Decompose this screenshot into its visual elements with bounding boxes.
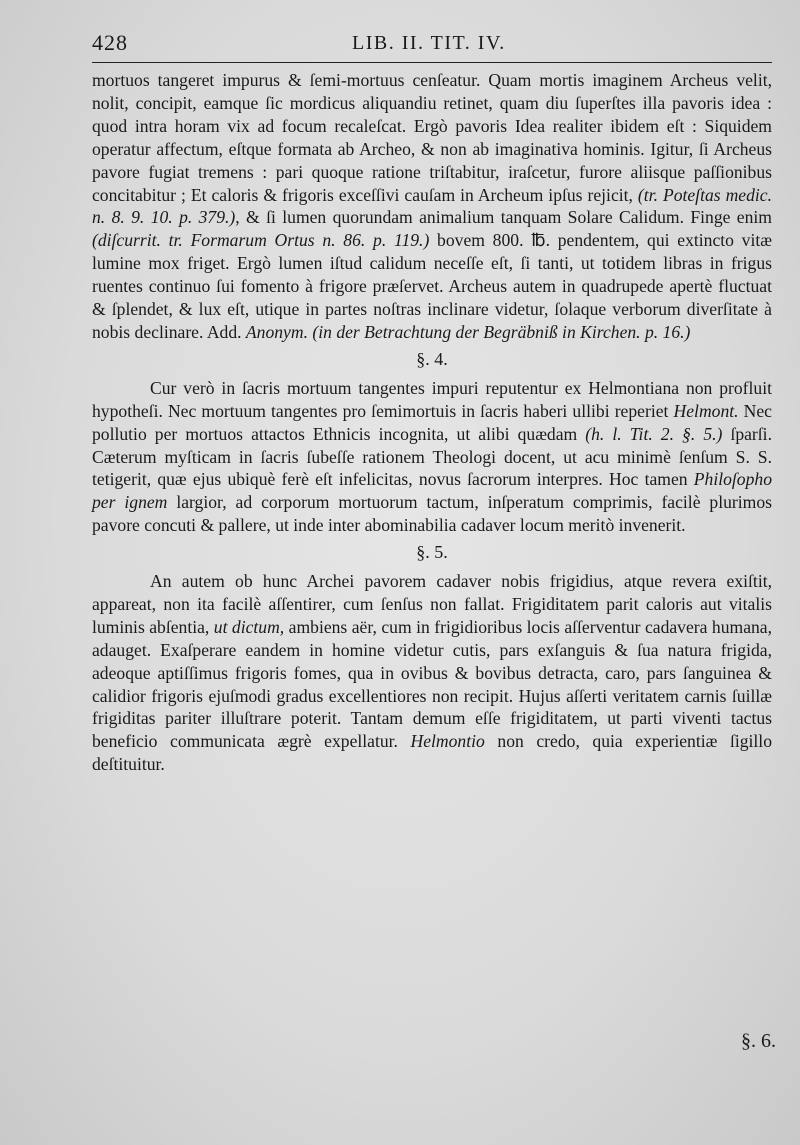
italic-reference: Philoſopho per ignem <box>92 469 772 513</box>
text-run: Nec pollutio per mortuos attactos Ethnicis incognita, ut alibi quædam <box>92 400 772 444</box>
text-run: largior, ad corporum mortuorum tactum, inſperatum comprimis, facilè plurimos pavore concuti & pallere, ut inde inter abominabilia cadaver locum meritò invenerit. <box>92 492 772 536</box>
italic-reference: (diſcurrit. tr. Formarum Ortus n. 86. p. 119.) <box>92 230 430 251</box>
paragraph-3 <box>92 570 772 776</box>
text-run: , & ſi lumen quorundam animalium tanquam Solare Calidum. Finge enim <box>235 207 772 228</box>
italic-reference: Anonym. (in der Betrachtung der Begräbniß in Kirchen. p. 16.) <box>245 321 691 342</box>
italic-reference: (tr. Poteſtas medic. n. 8. 9. 10. p. 379.) <box>92 184 772 228</box>
running-title: LIB. II. TIT. IV. <box>352 32 506 54</box>
page-header <box>92 28 772 63</box>
italic-reference: Helmontio <box>410 731 485 752</box>
section-mark-6: §. 6. <box>741 1030 776 1052</box>
page-number: 428 <box>92 30 128 55</box>
text-run: An autem ob hunc Archei pavorem cadaver nobis frigidius, atque revera exiſtit, appareat, non ita facilè aſſentirer, cum ſenſus non fallat. Frigiditatem parit caloris aut vitalis luminis abſentia, <box>92 571 772 637</box>
italic-reference: (h. l. Tit. 2. §. 5.) <box>585 423 723 444</box>
text-run: non credo, quia experientiæ ſigillo deſtituitur. <box>92 731 772 775</box>
section-mark-4: §. 4. <box>416 348 448 369</box>
text-run: ambiens aër, cum in frigidioribus locis aſſerventur cadavera humana, adauget. Exaſperare eandem in homine videtur cutis, pars exſanguis & ſua natura frigida, adeoque aptiſſimus frigoris fomes, qua in ovibus & bovibus detracta, caro, pars ſanguinea & calidior frigoris ejuſmodi gradus excellentiores non recipit. Hujus aſſerti veritatem carnis ſuillæ frigiditas pariter illuſtrare poterit. Tantam demum eſſe frigiditatem, ut parti viventi tactus beneficio communicata ægrè expellatur. <box>92 616 773 752</box>
text-run: ſparſi. Cæterum myſticam in ſacris ſubeſſe rationem Theologi docent, ut acu minimè ſenſum S. S. tetigerit, quæ ejus ubiquè ferè eſt infelicitas, novus ſacrorum interpres. Hoc tamen <box>92 423 772 490</box>
text-run: bovem 800. ℔. pendentem, qui extincto vitæ lumine mox friget. Ergò lumen iſtud calidum neceſſe eſt, ſi tanti, ut totidem libras in frigus ruentes continuo ſui fomento à frigore præſervet. Archeus autem in quadrupede apertè fluctuat & ſplendet, & lux eſt, utique in partes noſtras inclinare videtur, ſolaque verborum diverſitate à nobis declinare. Add. <box>92 230 772 342</box>
paragraph-2 <box>92 377 772 537</box>
italic-reference: Helmont. <box>673 400 739 421</box>
text-run: Cur verò in ſacris mortuum tangentes impuri reputentur ex Helmontiana non profluit hypotheſi. Nec mortuum tangentes pro ſemimortuis in ſacris haberi ullibi reperiet <box>92 377 772 421</box>
body-text <box>92 69 772 776</box>
text-run: mortuos tangeret impurus & ſemi-mortuus cenſeatur. Quam mortis imaginem Archeus velit, nolit, concipit, eamque ſic mordicus aliquandiu retinet, quam diu ſuperſtes illa pavoris idea : quod intra horam vix ad focum recaleſcat. Ergò pavoris Idea realiter ibidem eſt : Siquidem operatur affectum, eſtque formata ab Archeo, & non ab imaginativa hominis. Igitur, ſi Archeus pavore fugiat tremens : pari quoque ratione triſtabitur, iraſcetur, furore aliisque paſſionibus concitabitur ; Et caloris & frigoris exceſſivi cauſam in Archeum ipſus rejicit, <box>92 70 772 205</box>
italic-reference: ut dictum, <box>213 616 285 637</box>
paragraph-1 <box>92 69 772 344</box>
section-mark-5: §. 5. <box>416 542 448 563</box>
